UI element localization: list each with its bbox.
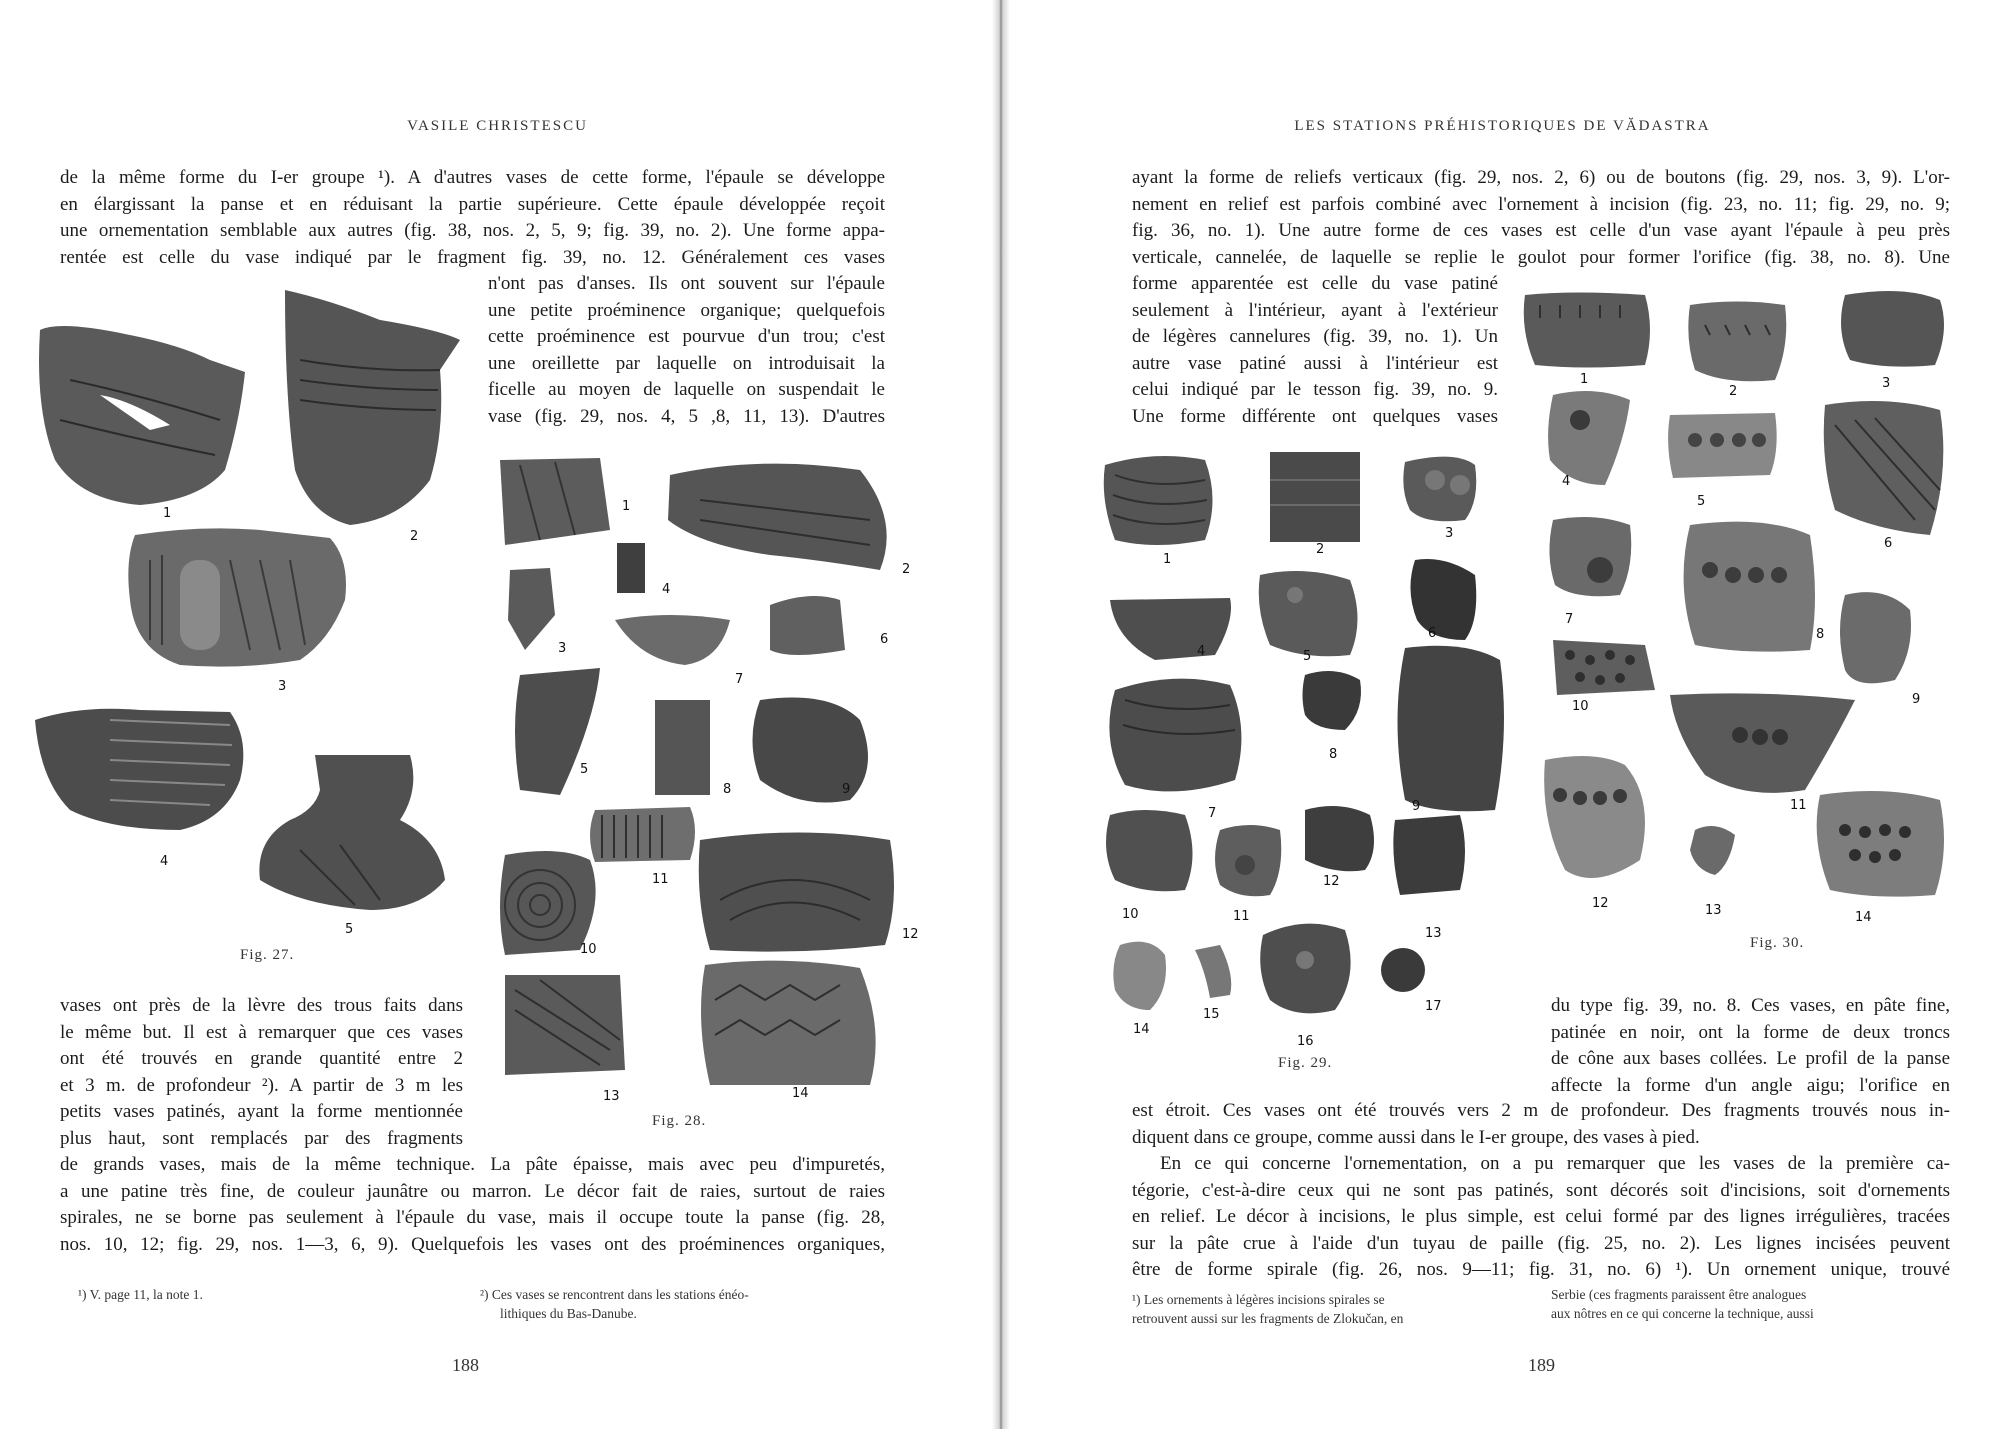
fig27-label: 2 xyxy=(410,529,419,544)
right-bottom-paragraph xyxy=(1132,1098,1950,1284)
footnote-line: aux nôtres en ce qui concerne la technique, aussi xyxy=(1551,1306,1814,1321)
text-line: petits vases patinés, ayant la forme mentionnée xyxy=(60,1101,463,1122)
text-line: est étroit. Ces vases ont été trouvés vers 2 m de profondeur. Des fragments trouvés nous in- xyxy=(1132,1100,1950,1121)
text-line: En ce qui concerne l'ornementation, on a pu remarquer que les vases de la première ca- xyxy=(1160,1153,1950,1174)
footnote-line: ²) Ces vases se rencontrent dans les stations énéo- xyxy=(480,1287,749,1302)
fig28-label: 2 xyxy=(902,562,911,577)
left-running-head: VASILE CHRISTESCU xyxy=(407,118,588,134)
fig29-label: 15 xyxy=(1203,1007,1220,1022)
text-line: diquent dans ce groupe, comme aussi dans le I-er groupe, des vases à pied. xyxy=(1132,1126,1700,1148)
text-line: ont été trouvés en grande quantité entre 2 xyxy=(60,1048,463,1069)
left-lower-paragraph xyxy=(60,993,463,1152)
text-line: n'ont pas d'anses. Ils ont souvent sur l'épaule xyxy=(488,273,885,294)
fig30-label: 4 xyxy=(1562,474,1571,489)
text-line: vases ont près de la lèvre des trous faits dans xyxy=(60,995,463,1016)
fig30-label: 14 xyxy=(1855,910,1872,925)
fig29-caption: Fig. 29. xyxy=(1278,1055,1333,1071)
fig28-label: 8 xyxy=(723,782,732,797)
left-footnote-2 xyxy=(480,1285,880,1323)
text-line: de légères cannelures (fig. 39, no. 1). Un xyxy=(1132,326,1498,347)
footnote-line: lithiques du Bas-Danube. xyxy=(500,1306,637,1321)
left-page-number: 188 xyxy=(452,1355,479,1375)
right-page xyxy=(1005,0,2000,1429)
fig30-label: 8 xyxy=(1816,627,1825,642)
text-line: en relief. Le décor à incisions, le plus simple, est celui formé par des lignes irrégulières, tracées xyxy=(1132,1206,1950,1227)
fig28-label: 14 xyxy=(792,1086,809,1101)
text-line: patinée en noir, ont la forme de deux troncs xyxy=(1551,1021,1950,1043)
text-line: le même but. Il est à remarquer que ces vases xyxy=(60,1021,463,1043)
text-line: autre vase patiné aussi à l'intérieur est xyxy=(1132,352,1498,374)
fig28-label: 10 xyxy=(580,942,597,957)
text-line: être de forme spirale (fig. 26, nos. 9—11; fig. 31, no. 6) ¹). Un ornement unique, trouvé xyxy=(1132,1259,1950,1280)
fig30-label: 13 xyxy=(1705,903,1722,918)
text-line: sur la pâte crue à l'aide d'un tuyau de paille (fig. 25, no. 2). Les lignes incisées peuvent xyxy=(1132,1232,1950,1254)
text-line: fig. 36, no. 1). Une autre forme de ces vases est celle d'un vase ayant l'épaule à peu près xyxy=(1132,220,1950,241)
fig28-shards xyxy=(500,458,894,1085)
text-line: du type fig. 39, no. 8. Ces vases, en pâte fine, xyxy=(1551,995,1950,1016)
fig29-label: 17 xyxy=(1425,999,1442,1014)
fig29-label: 4 xyxy=(1197,644,1206,659)
fig29-label: 10 xyxy=(1122,907,1139,922)
fig28-label: 4 xyxy=(662,582,671,597)
fig29-label: 12 xyxy=(1323,874,1340,889)
text-line: verticale, cannelée, de laquelle se replie le goulot pour former l'orifice (fig. 38, no. 8). Une xyxy=(1132,246,1950,268)
fig29-shards xyxy=(1104,452,1504,1013)
text-line: de grands vases, mais de la même technique. La pâte épaisse, mais avec peu d'impuretés, xyxy=(60,1154,885,1175)
text-line: une oreillette par laquelle on introduisait la xyxy=(488,352,885,374)
fig28-label: 1 xyxy=(622,499,631,514)
fig29-label: 2 xyxy=(1316,542,1325,557)
footnote-line: Serbie (ces fragments paraissent être analogues xyxy=(1551,1287,1807,1302)
fig28-label: 5 xyxy=(580,762,589,777)
fig30-caption: Fig. 30. xyxy=(1750,935,1805,951)
right-lower-paragraph xyxy=(1551,993,1950,1099)
text-line: spirales, ne se borne pas seulement à l'épaule du vase, mais il occupe toute la panse (fig. 28, xyxy=(60,1207,885,1228)
text-line: tégorie, c'est-à-dire ceux qui ne sont pas patinés, sont décorés soit d'incisions, soit d'ornements xyxy=(1132,1179,1950,1201)
fig28-label: 6 xyxy=(880,632,889,647)
left-bottom-paragraph xyxy=(60,1152,885,1258)
fig29-label: 8 xyxy=(1329,747,1338,762)
text-line: cette proéminence est pourvue d'un trou; c'est xyxy=(488,326,885,347)
fig29-label: 11 xyxy=(1233,909,1250,924)
text-line: de cône aux bases collées. Le profil de la panse xyxy=(1551,1048,1950,1069)
fig28-label: 3 xyxy=(558,641,567,656)
text-line: seulement à l'intérieur, ayant à l'extérieur xyxy=(1132,299,1498,321)
fig28-label: 11 xyxy=(652,872,669,887)
fig30-label: 5 xyxy=(1697,494,1706,509)
fig29-label: 7 xyxy=(1208,806,1217,821)
right-page-number: 189 xyxy=(1528,1355,1555,1375)
footnote-line: ¹) Les ornements à légères incisions spirales se xyxy=(1132,1292,1385,1307)
fig29-label: 13 xyxy=(1425,926,1442,941)
right-footnote-2 xyxy=(1551,1285,1951,1323)
fig29-label: 5 xyxy=(1303,649,1312,664)
footnote-line: retrouvent aussi sur les fragments de Zlokučan, en xyxy=(1132,1311,1404,1326)
text-line: de la même forme du I-er groupe ¹). A d'autres vases de cette forme, l'épaule se développe xyxy=(60,167,885,188)
fig28-label: 13 xyxy=(603,1089,620,1104)
right-running-head: LES STATIONS PRÉHISTORIQUES DE VĂDASTRA xyxy=(1294,118,1711,134)
fig29-label: 6 xyxy=(1428,626,1437,641)
text-line: forme apparentée est celle du vase patiné xyxy=(1132,273,1498,294)
left-footnote-1: ¹) V. page 11, la note 1. xyxy=(78,1287,203,1302)
text-line: ficelle au moyen de laquelle on suspendait le xyxy=(488,379,885,400)
text-line: nos. 10, 12; fig. 29, nos. 1—3, 6, 9). Quelquefois les vases ont des proéminences organiques, xyxy=(60,1233,885,1255)
fig27-label: 1 xyxy=(163,506,172,521)
fig27-label: 5 xyxy=(345,922,354,937)
text-line: nement en relief est parfois combiné avec l'ornement à incision (fig. 23, no. 11; fig. 29, no. 9; xyxy=(1132,193,1950,215)
fig27-caption: Fig. 27. xyxy=(240,947,295,963)
text-line: a une patine très fine, de couleur jaunâtre ou marron. Le décor fait de raies, surtout de raies xyxy=(60,1180,885,1202)
text-line: celui indiqué par le tesson fig. 39, no. 9. xyxy=(1132,379,1498,400)
text-line: affecte la forme d'un angle aigu; l'orifice en xyxy=(1551,1074,1950,1096)
fig30-label: 3 xyxy=(1882,376,1891,391)
fig28-label: 9 xyxy=(842,782,851,797)
fig30-label: 6 xyxy=(1884,536,1893,551)
fig29-label: 1 xyxy=(1163,552,1172,567)
fig29-label: 16 xyxy=(1297,1034,1314,1049)
text-line: en élargissant la panse et en réduisant la partie supérieure. Cette épaule développée reçoit xyxy=(60,193,885,215)
text-line: plus haut, sont remplacés par des fragments xyxy=(60,1127,463,1149)
fig30-label: 7 xyxy=(1565,612,1574,627)
fig27-label: 4 xyxy=(160,854,169,869)
fig27-label: 3 xyxy=(278,679,287,694)
text-line: et 3 m. de profondeur ²). A partir de 3 m les xyxy=(60,1074,463,1096)
fig30-label: 1 xyxy=(1580,372,1589,387)
text-line: Une forme différente ont quelques vases xyxy=(1132,405,1498,427)
fig29-label: 3 xyxy=(1445,526,1454,541)
text-line: une petite proéminence organique; quelquefois xyxy=(488,299,885,321)
fig28-label: 7 xyxy=(735,672,744,687)
fig30-label: 11 xyxy=(1790,798,1807,813)
fig30-label: 12 xyxy=(1592,896,1609,911)
text-line: ayant la forme de reliefs verticaux (fig. 29, nos. 2, 6) ou de boutons (fig. 29, nos. 3, 9). L'or- xyxy=(1132,167,1950,188)
text-line: rentée est celle du vase indiqué par le fragment fig. 39, no. 12. Généralement ces vases xyxy=(60,246,885,268)
fig30-label: 2 xyxy=(1729,384,1738,399)
left-page xyxy=(0,0,995,1429)
fig29-label: 9 xyxy=(1412,799,1421,814)
right-footnote-1 xyxy=(1132,1290,1527,1328)
text-line: vase (fig. 29, nos. 4, 5 ,8, 11, 13). D'autres xyxy=(488,405,885,427)
fig30-label: 9 xyxy=(1912,692,1921,707)
fig30-label: 10 xyxy=(1572,699,1589,714)
fig28-caption: Fig. 28. xyxy=(652,1113,707,1129)
fig29-label: 14 xyxy=(1133,1022,1150,1037)
fig28-label: 12 xyxy=(902,927,919,942)
text-line: une ornementation semblable aux autres (fig. 38, nos. 2, 5, 9; fig. 39, no. 2). Une forme appa- xyxy=(60,220,885,241)
